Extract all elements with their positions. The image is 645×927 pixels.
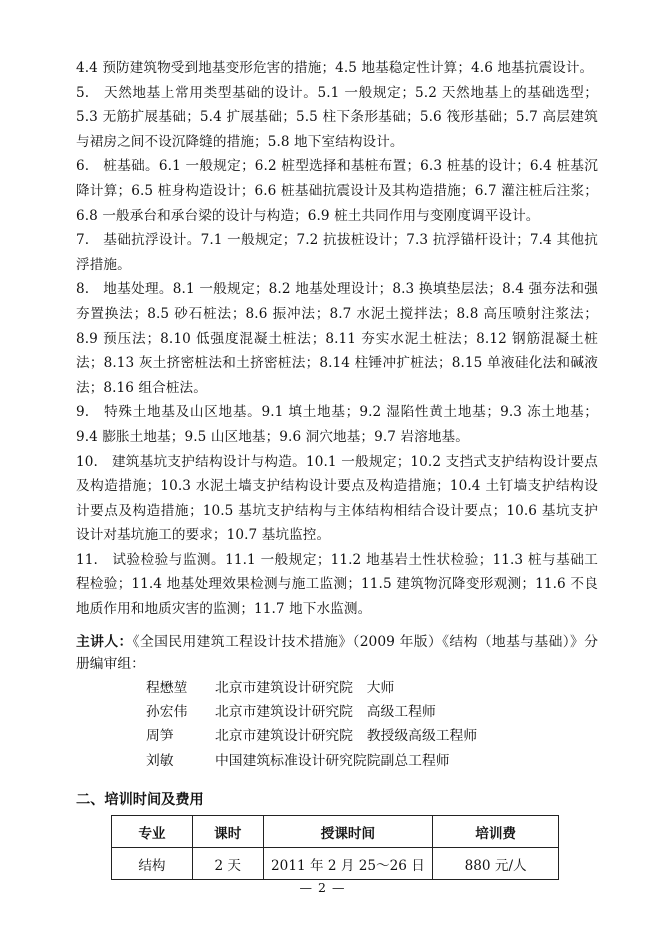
lecturer-title: 北京市建筑设计研究院 大师 (215, 680, 395, 696)
lecturer-title: 中国建筑标准设计研究院院副总工程师 (215, 752, 450, 769)
outline-paragraph-5: 5. 天然地基上常用类型基础的设计。5.1 一般规定；5.2 天然地基上的基础选型；5.3 无筋扩展基础；5.4 扩展基础；5.5 柱下条形基础；5.6 筏形基础；5.7 高层建筑与裙房之间不设沉降缝的措施；5.8 地下室结构设计。 (76, 84, 598, 150)
lecturer-name: 周笋 (146, 728, 174, 745)
lecturer-title: 北京市建筑设计研究院 教授级高级工程师 (215, 728, 478, 745)
training-fee-table (111, 815, 559, 880)
table-row (112, 848, 559, 880)
column-header-schedule: 授课时间 (263, 816, 433, 848)
column-header-fee: 培训费 (433, 816, 559, 848)
column-header-major: 专业 (112, 816, 193, 848)
lecturer-row (146, 676, 598, 700)
lecturer-list (76, 676, 598, 773)
outline-paragraph-6: 6. 桩基础。6.1 一般规定；6.2 桩型选择和基桩布置；6.3 桩基的设计；6.4 桩基沉降计算；6.5 桩身构造设计；6.6 桩基础抗震设计及其构造措施；6.7 灌注桩后注浆；6.8 一般承台和承台梁的设计与构造；6.9 桩土共同作用与变刚度调平设计。 (76, 158, 598, 224)
lecturer-name: 孙宏伟 (146, 704, 188, 721)
outline-paragraph-11: 11. 试验检验与监测。11.1 一般规定；11.2 地基岩土性状检验；11.3 桩与基础工程检验；11.4 地基处理效果检测与施工监测；11.5 建筑物沉降变形观测；11.6 不良地质作用和地质灾害的监测；11.7 地下水监测。 (76, 551, 598, 618)
page-number: — 2 — (299, 880, 346, 895)
cell-major: 结构 (112, 848, 193, 880)
outline-paragraph-10: 10. 建筑基坑支护结构设计与构造。10.1 一般规定；10.2 支挡式支护结构设计要点及构造措施；10.3 水泥土墙支护结构设计要点及构造措施；10.4 土钉墙支护结构设计要点及构造措施；10.5 基坑支护结构与主体结构相结合设计要点；10.6 基坑支护设计对基坑施工的要求；10.7 基坑监控。 (76, 453, 598, 544)
lecturers-intro (76, 631, 598, 675)
table-header-row (112, 816, 559, 848)
cell-schedule: 2011 年 2 月 25～26 日 (263, 848, 433, 880)
lecturer-row (146, 700, 598, 724)
lecturers-intro-text: 《全国民用建筑工程设计技术措施》（2009 年版）《结构（地基与基础）》分册编审组： (76, 634, 598, 672)
course-outline (76, 56, 598, 622)
lecturer-row (146, 724, 598, 748)
cell-hours: 2 天 (192, 848, 263, 880)
outline-paragraph-4: 4.4 预防建筑物受到地基变形危害的措施；4.5 地基稳定性计算；4.6 地基抗震设计。 (76, 60, 594, 76)
lecturer-name: 刘敏 (146, 752, 174, 769)
section-heading-training-time-fee: 二、培训时间及费用 (76, 792, 204, 808)
outline-paragraph-9: 9. 特殊土地基及山区地基。9.1 填土地基；9.2 湿陷性黄土地基；9.3 冻土地基；9.4 膨胀土地基；9.5 山区地基；9.6 洞穴地基；9.7 岩溶地基。 (76, 404, 598, 445)
outline-paragraph-7: 7. 基础抗浮设计。7.1 一般规定；7.2 抗拔桩设计；7.3 抗浮锚杆设计；7.4 其他抗浮措施。 (76, 232, 598, 273)
lecturer-title: 北京市建筑设计研究院 高级工程师 (215, 704, 436, 721)
lecturers-section (76, 631, 598, 773)
lecturer-row (146, 749, 598, 773)
column-header-hours: 课时 (192, 816, 263, 848)
lecturer-name: 程懋堃 (146, 680, 188, 696)
outline-paragraph-8: 8. 地基处理。8.1 一般规定；8.2 地基处理设计；8.3 换填垫层法；8.4 强夯法和强夯置换法；8.5 砂石桩法；8.6 振冲法；8.7 水泥土搅拌法；8.8 高压喷射注浆法；8.9 预压法；8.10 低强度混凝土桩法；8.11 夯实水泥土桩法；8.12 钢筋混凝土桩法；8.13 灰土挤密桩法和土挤密桩法；8.14 柱锤冲扩桩法；8.15 单液硅化法和碱液法；8.16 组合桩法。 (76, 281, 598, 396)
lecturers-label: 主讲人： (76, 634, 133, 650)
cell-fee: 880 元/人 (433, 848, 559, 880)
